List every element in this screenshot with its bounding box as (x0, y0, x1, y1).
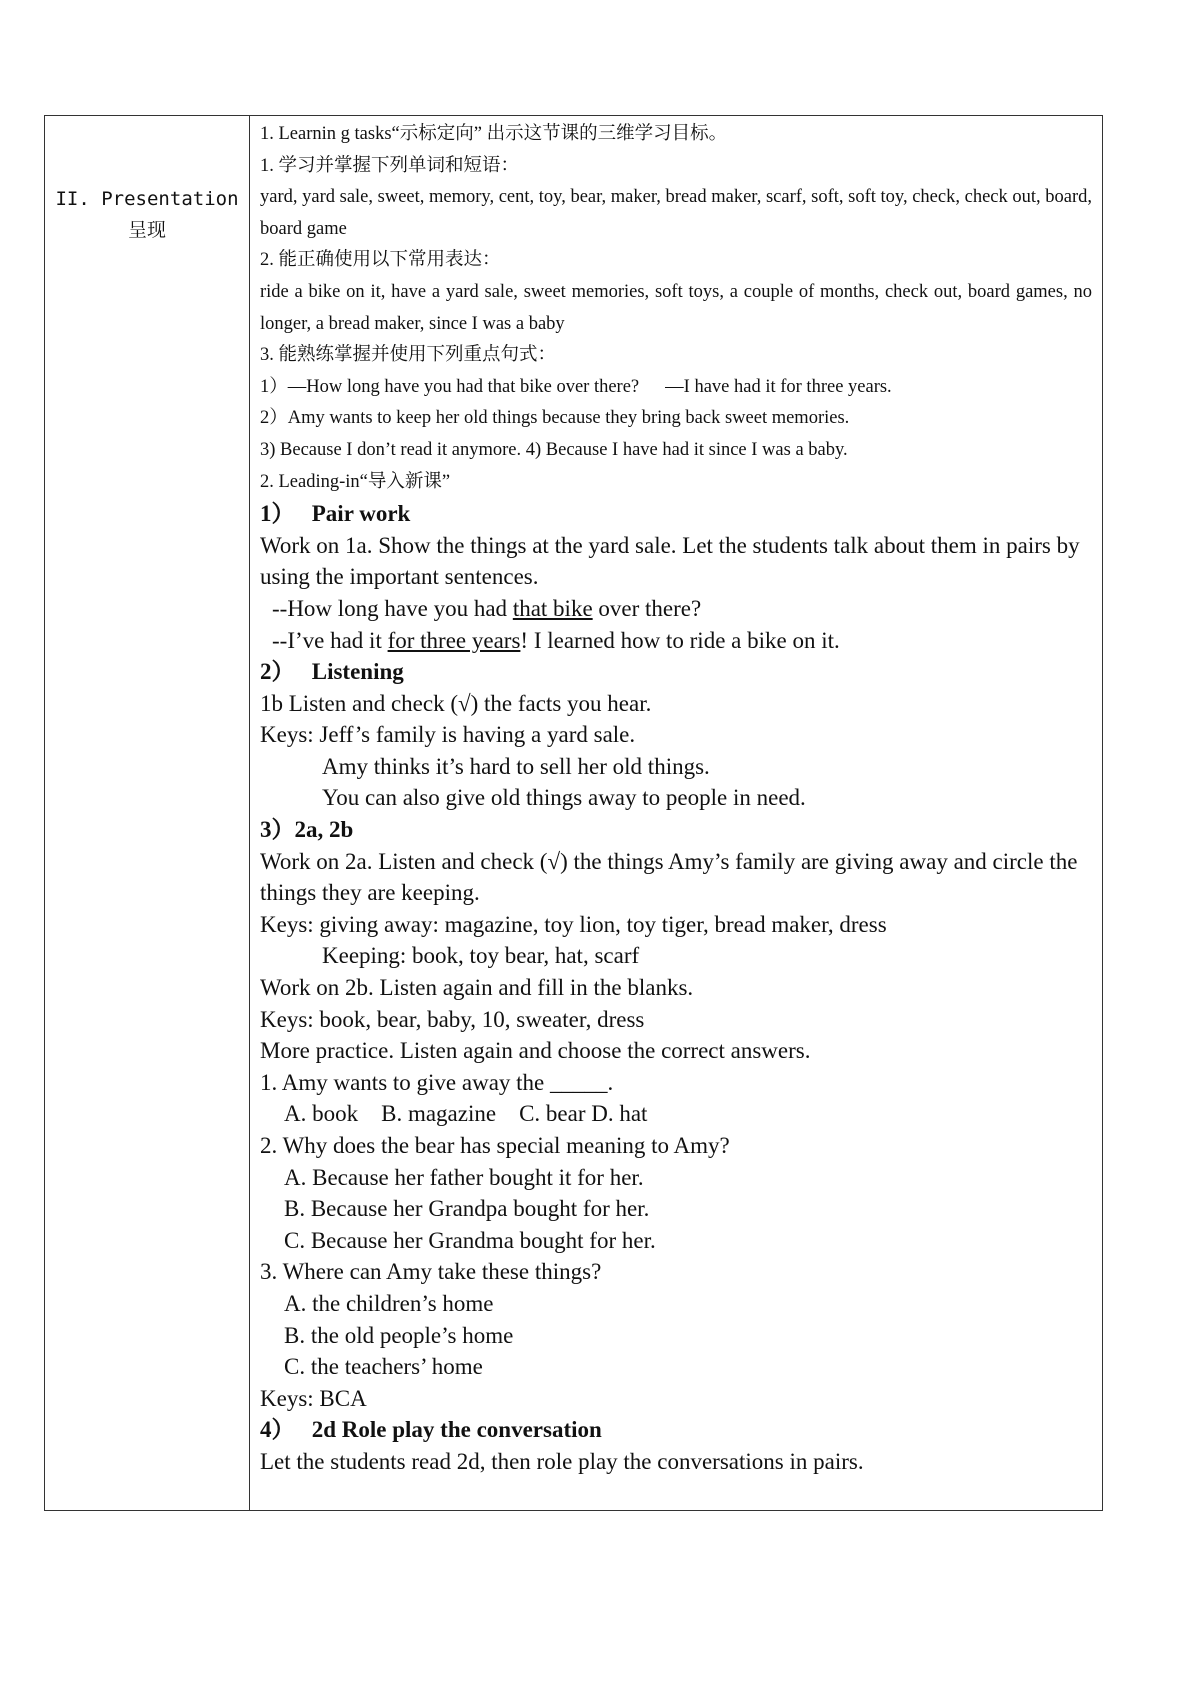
question-3-option-a: A. the children’s home (284, 1290, 494, 1316)
listening-text: 1b Listen and check (√) the facts you hear. (260, 690, 652, 716)
goal-2: 2. 能正确使用以下常用表达： (260, 250, 501, 271)
dialogue-2-pre: --I’ve had it (272, 627, 388, 653)
sentence-3-4: 3) Because I don’t read it anymore. 4) Because I have had it since I was a baby. (260, 439, 848, 460)
question-2-option-c: C. Because her Grandma bought for her. (284, 1227, 656, 1253)
question-1: 1. Amy wants to give away the _____. (260, 1069, 614, 1095)
stage-title: II. Presentation (55, 188, 239, 210)
sentence-1-question: 1）—How long have you had that bike over there? (260, 376, 640, 397)
dialogue-1-post: over there? (592, 595, 702, 621)
sentence-2: 2）Amy wants to keep her old things because they bring back sweet memories. (260, 408, 850, 429)
words-list: yard, yard sale, sweet, memory, cent, toy, bear, maker, bread maker, scarf, soft, soft toy, check, check out, board, board game (260, 187, 1093, 239)
listening-keys: Keys: Jeff’s family is having a yard sale. (260, 722, 636, 748)
expressions-list: ride a bike on it, have a yard sale, sweet memories, soft toys, a couple of months, check out, board games, no longer, a bread maker, since I was a baby (260, 281, 1092, 334)
dialogue-2-post: ! I learned how to ride a bike on it. (520, 627, 840, 653)
content-cell (250, 116, 1102, 1510)
dialogue-1-underline: that bike (512, 595, 593, 621)
more-practice: More practice. Listen again and choose the correct answers. (260, 1038, 811, 1064)
listening-key-3: You can also give old things away to people in need. (322, 785, 806, 811)
dialogue-line-2 (260, 625, 1092, 657)
question-3-option-c: C. the teachers’ home (284, 1354, 483, 1380)
answer-keys: Keys: BCA (260, 1385, 367, 1411)
question-3-option-b: B. the old people’s home (284, 1322, 514, 1348)
question-2-option-b: B. Because her Grandpa bought for her. (284, 1196, 650, 1222)
question-3: 3. Where can Amy take these things? (260, 1259, 602, 1285)
leading-heading: 2. Leading-in“导入新课” (260, 471, 451, 492)
sentence-1-answer: —I have had it for three years. (665, 376, 892, 397)
stage-cell (45, 116, 250, 1510)
section-2b-text: Work on 2b. Listen again and fill in the blanks. (260, 975, 694, 1001)
dialogue-line-1 (260, 593, 1092, 625)
section-2b-keys: Keys: book, bear, baby, 10, sweater, dress (260, 1006, 645, 1032)
pair-work-text: Work on 1a. Show the things at the yard sale. Let the students talk about them in pairs by using the important sentences. (260, 532, 1080, 590)
question-2: 2. Why does the bear has special meaning to Amy? (260, 1133, 730, 1158)
listening-key-2: Amy thinks it’s hard to sell her old things. (322, 753, 710, 779)
objectives-heading: 1. Learnin g tasks“示标定向” 出示这节课的三维学习目标。 (260, 124, 728, 144)
role-play-title: 4） 2d Role play the conversation (260, 1417, 602, 1443)
section-2a-2b-title: 3）2a, 2b (260, 817, 354, 843)
section-2a-keys-1: Keys: giving away: magazine, toy lion, toy tiger, bread maker, dress (260, 911, 887, 937)
sentence-1 (260, 372, 1092, 404)
stage-title-cn: 呈现 (127, 219, 166, 241)
role-play-text: Let the students read 2d, then role play the conversations in pairs. (260, 1448, 864, 1474)
dialogue-2-underline: for three years (387, 627, 521, 653)
section-2a-keys-2: Keeping: book, toy bear, hat, scarf (322, 943, 640, 969)
lesson-table (44, 115, 1103, 1511)
section-2a-text: Work on 2a. Listen and check (√) the things Amy’s family are giving away and circle the things they are keeping. (260, 848, 1078, 906)
question-1-options: A. book B. magazine C. bear D. hat (284, 1101, 648, 1127)
goal-3: 3. 能熟练掌握并使用下列重点句式： (260, 345, 557, 366)
dialogue-1-pre: --How long have you had (272, 595, 513, 621)
pair-work-title: 1） Pair work (260, 501, 411, 527)
listening-title: 2） Listening (260, 659, 404, 685)
goal-1: 1. 学习并掌握下列单词和短语： (260, 155, 520, 176)
question-2-option-a: A. Because her father bought it for her. (284, 1164, 644, 1190)
